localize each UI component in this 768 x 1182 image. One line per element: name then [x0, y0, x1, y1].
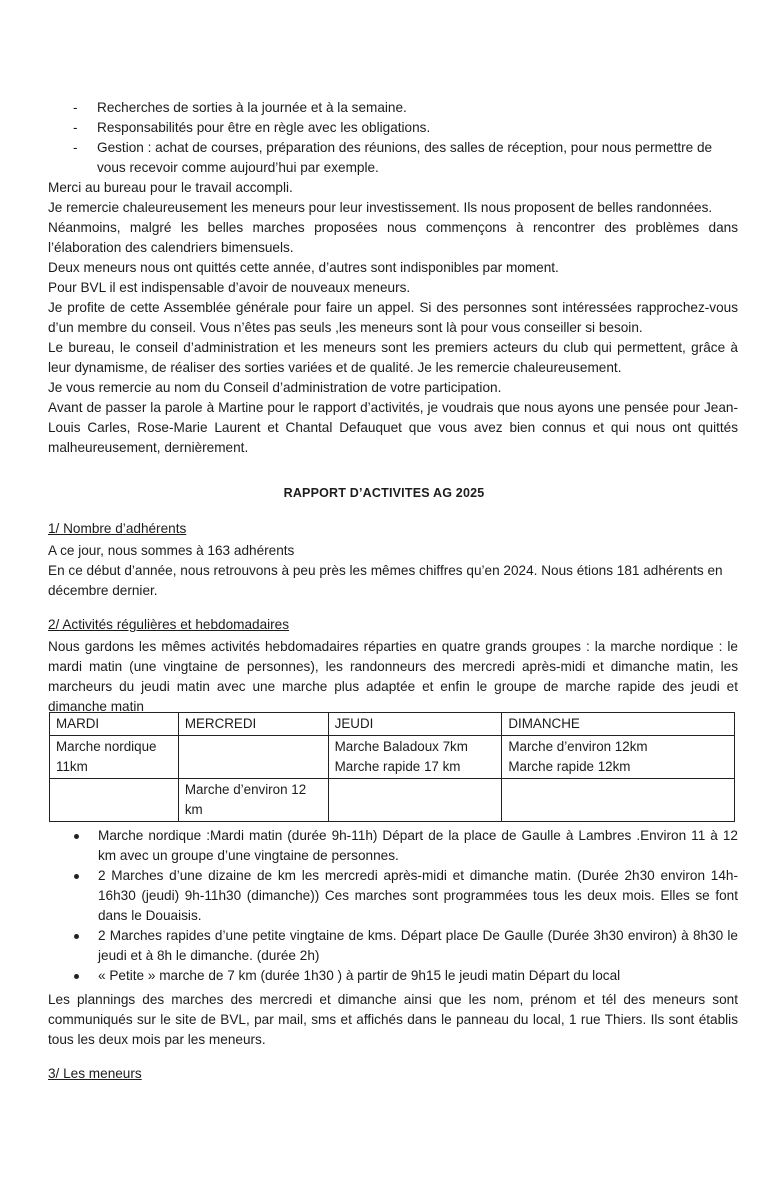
- paragraph: Le bureau, le conseil d’administration et les meneurs sont les premiers acteurs du club qui permettent, grâce à leur dynamisme, de réaliser des sorties variées et de qualité. Je les remercie chaleureusement.: [48, 340, 738, 375]
- table-header-cell: MERCREDI: [178, 713, 328, 736]
- bullet-item: [48, 826, 738, 866]
- schedule-table: [49, 712, 735, 822]
- section-1-body: [48, 541, 738, 601]
- table-header-cell: DIMANCHE: [502, 713, 735, 736]
- paragraph: Néanmoins, malgré les belles marches proposées nous commençons à rencontrer des problèmes dans l’élaboration des calendriers bimensuels.: [48, 220, 738, 255]
- paragraph: Je vous remercie au nom du Conseil d’administration de votre participation.: [48, 380, 502, 395]
- section-1-line: En ce début d’année, nous retrouvons à peu près les mêmes chiffres qu’en 2024. Nous étions 181 adhérents en décembre dernier.: [48, 563, 723, 598]
- section-3-heading: 3/ Les meneurs: [48, 1066, 142, 1081]
- report-title: RAPPORT D’ACTIVITES AG 2025: [283, 486, 485, 500]
- dash-item: [73, 118, 733, 138]
- cell-line: Marche rapide 12km: [508, 759, 631, 774]
- dash-item-text: Recherches de sorties à la journée et à la semaine.: [97, 100, 407, 115]
- paragraph: Merci au bureau pour le travail accompli.: [48, 180, 293, 195]
- section-1-heading: 1/ Nombre d’adhérents: [48, 521, 187, 536]
- bullet-dot-icon: [74, 974, 79, 979]
- table-cell: [50, 779, 179, 822]
- table-cell: [178, 736, 328, 779]
- activities-bullet-list: [48, 826, 738, 986]
- paragraph: Je profite de cette Assemblée générale pour faire un appel. Si des personnes sont intéressées rapprochez-vous d’un membre du conseil. Vous n’êtes pas seuls ,les meneurs sont là pour vous conseiller si besoin.: [48, 300, 738, 335]
- table-header-row: [50, 713, 735, 736]
- bullet-item: [48, 966, 738, 986]
- bullet-item: [48, 866, 738, 926]
- section-2-closing: Les plannings des marches des mercredi et dimanche ainsi que les nom, prénom et tél des meneurs sont communiqués sur le site de BVL, par mail, sms et affichés dans le panneau du local, 1 rue Thiers. Ils sont établis tous les deux mois par les meneurs.: [48, 992, 738, 1047]
- table-header-cell: MARDI: [50, 713, 179, 736]
- dash-bullet: -: [73, 140, 78, 155]
- table-cell: [328, 736, 502, 779]
- table-cell: [328, 779, 502, 822]
- bullet-text: 2 Marches rapides d’une petite vingtaine de kms. Départ place De Gaulle (Durée 3h30 environ) à 8h30 le jeudi et à 8h le dimanche. (durée 2h): [98, 928, 738, 963]
- dash-item-text: Gestion : achat de courses, préparation des réunions, des salles de réception, pour nous permettre de vous recevoir comme aujourd’hui par exemple.: [97, 140, 713, 175]
- section-1-line: A ce jour, nous sommes à 163 adhérents: [48, 543, 295, 558]
- paragraph: Avant de passer la parole à Martine pour le rapport d’activités, je voudrais que nous ayons une pensée pour Jean-Louis Carles, Rose-Marie Laurent et Chantal Defauquet que vous avez bien connus et qui nous ont quittés malheureusement, dernièrement.: [48, 400, 738, 455]
- cell-line: Marche Baladoux 7km: [334, 739, 468, 754]
- dash-bullet: -: [73, 100, 78, 115]
- paragraph: Je remercie chaleureusement les meneurs pour leur investissement. Ils nous proposent de belles randonnées.: [48, 200, 713, 215]
- bullet-text: Marche nordique :Mardi matin (durée 9h-11h) Départ de la place de Gaulle à Lambres .Environ 11 à 12 km avec un groupe d’une vingtaine de personnes.: [98, 828, 738, 863]
- table-row: [50, 779, 735, 822]
- dash-list: [73, 98, 733, 178]
- bullet-item: [48, 926, 738, 966]
- table-cell: Marche d’environ 12 km: [178, 779, 328, 822]
- table-cell: [502, 736, 735, 779]
- section-2-intro: Nous gardons les mêmes activités hebdomadaires réparties en quatre grands groupes : la marche nordique : le mardi matin (une vingtaine de personnes), les randonneurs des mercredi après-midi et dimanche matin, les marcheurs du jeudi matin avec une marche plus adaptée et enfin le groupe de marche rapide des jeudi et dimanche matin: [48, 639, 738, 714]
- paragraph: Pour BVL il est indispensable d’avoir de nouveaux meneurs.: [48, 280, 411, 295]
- bullet-dot-icon: [74, 834, 79, 839]
- bullet-text: « Petite » marche de 7 km (durée 1h30 ) à partir de 9h15 le jeudi matin Départ du local: [98, 968, 621, 983]
- table-row: [50, 736, 735, 779]
- cell-line: Marche rapide 17 km: [334, 759, 461, 774]
- bullet-dot-icon: [74, 874, 79, 879]
- cell-line: Marche d’environ 12km: [508, 739, 648, 754]
- bullet-text: 2 Marches d’une dizaine de km les mercredi après-midi et dimanche matin. (Durée 2h30 environ 14h-16h30 (jeudi) 9h-11h30 (dimanche)) Ces marches sont programmées tous les deux mois. Elles se font dans le Douaisis.: [98, 868, 738, 923]
- table-cell: Marche nordique 11km: [50, 736, 179, 779]
- dash-bullet: -: [73, 120, 78, 135]
- table-cell: [502, 779, 735, 822]
- bullet-dot-icon: [74, 934, 79, 939]
- intro-paragraphs: [48, 178, 738, 458]
- section-2-heading: 2/ Activités régulières et hebdomadaires: [48, 617, 290, 632]
- dash-item-text: Responsabilités pour être en règle avec les obligations.: [97, 120, 431, 135]
- table-header-cell: JEUDI: [328, 713, 502, 736]
- dash-item: [73, 138, 733, 178]
- dash-item: [73, 98, 733, 118]
- paragraph: Deux meneurs nous ont quittés cette année, d’autres sont indisponibles par moment.: [48, 260, 559, 275]
